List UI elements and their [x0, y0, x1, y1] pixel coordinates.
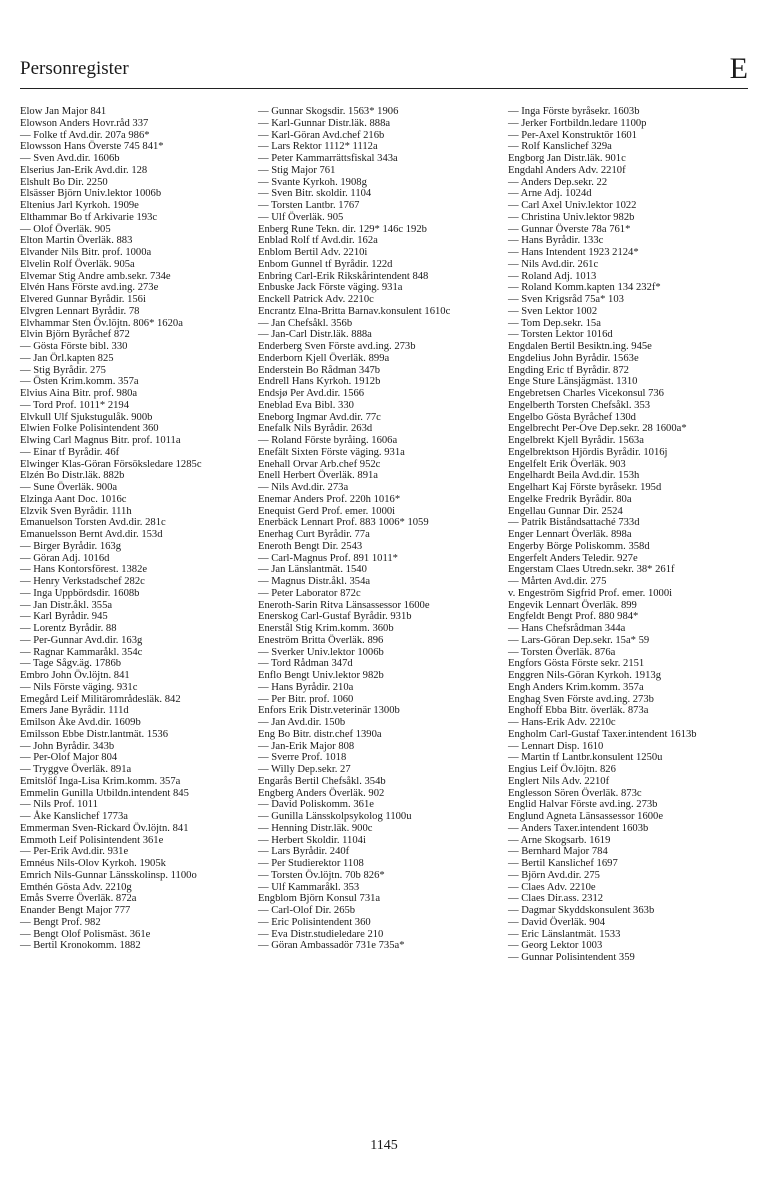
register-entry: — Per-Olof Major 804: [20, 752, 118, 764]
register-entry: Eneblad Eva Bibl. 330: [258, 399, 354, 411]
register-entry: — Eric Polisintendent 360: [258, 916, 371, 928]
register-entry: — Tord Rådman 347d: [258, 658, 353, 670]
register-entry: v. Engeström Sigfrid Prof. emer. 1000i: [508, 587, 673, 599]
register-entry: Encrantz Elna-Britta Barnav.konsulent 1610c: [258, 305, 451, 317]
register-entry: Engelbrekt Kjell Byrådir. 1563a: [508, 435, 644, 446]
register-entry: — Sven Avd.dir. 1606b: [20, 153, 120, 164]
register-entry: — Eva Distr.studieledare 210: [258, 928, 384, 940]
register-entry: — Åke Kanslichef 1773a: [20, 811, 128, 822]
register-entry: Elshult Bo Dir. 2250: [20, 176, 108, 188]
register-entry: Englid Halvar Förste avd.ing. 273b: [508, 799, 658, 811]
register-entry: — Roland Förste byråing. 1606a: [258, 435, 398, 446]
register-entry: — Svante Kyrkoh. 1908g: [258, 176, 367, 188]
register-entry: — Gunnar Polisintendent 359: [508, 952, 635, 963]
register-entry: Engellau Gunnar Dir. 2524: [508, 505, 623, 517]
register-entry: Emnéus Nils-Olov Kyrkoh. 1905k: [20, 858, 166, 869]
register-entry: — Gunilla Länsskolpsykolog 1100u: [258, 811, 412, 822]
register-entry: — Nils Förste väging. 931c: [20, 681, 138, 693]
register-entry: — Tom Dep.sekr. 15a: [508, 317, 601, 329]
register-column-3: [508, 106, 753, 964]
register-entry: Enerhag Curt Byrådir. 77a: [258, 529, 370, 540]
register-entry: — Peter Laborator 872c: [258, 587, 361, 599]
register-entry: Elzinga Aant Doc. 1016c: [20, 493, 127, 505]
register-entry: Engh Anders Krim.komm. 357a: [508, 681, 644, 693]
register-entry: — Lars Byrådir. 240f: [258, 846, 350, 858]
register-entry: — Gunnar Skogsdir. 1563* 1906: [258, 106, 399, 117]
register-entry: Eltenius Jarl Kyrkoh. 1909e: [20, 200, 139, 211]
register-entry: — Sune Överläk. 900a: [20, 482, 118, 493]
register-entry: Engebretsen Charles Vicekonsul 736: [508, 388, 664, 399]
register-entry: Eneström Britta Överläk. 896: [258, 634, 384, 646]
register-entry: Englert Nils Adv. 2210f: [508, 775, 610, 787]
page-header: [20, 52, 748, 88]
register-entry: — Nils Prof. 1011: [20, 799, 98, 811]
register-entry: Engelberth Torsten Chefsåkl. 353: [508, 399, 651, 411]
register-entry: Elserius Jan-Erik Avd.dir. 128: [20, 164, 148, 176]
register-entry: Elvemar Stig Andre amb.sekr. 734e: [20, 270, 171, 282]
register-entry: — Tage Sågv.äg. 1786b: [20, 658, 122, 670]
register-entry: — Torsten Överläk. 876a: [508, 646, 616, 658]
register-entry: Elowsson Hans Överste 745 841*: [20, 141, 164, 153]
register-entry: Engerstam Claes Utredn.sekr. 38* 261f: [508, 564, 675, 576]
register-entry: — Per-Gunnar Avd.dir. 163g: [20, 634, 143, 646]
register-entry: — Ulf Överläk. 905: [258, 211, 344, 223]
register-entry: — Jan-Carl Distr.läk. 888a: [258, 329, 372, 341]
register-entry: Enge Sture Länsjägmäst. 1310: [508, 376, 638, 388]
register-entry: — Torsten Lantbr. 1767: [258, 200, 360, 211]
register-entry: — Torsten Öv.löjtn. 70b 826*: [258, 869, 385, 881]
register-entry: — Bertil Kanslichef 1697: [508, 858, 618, 869]
register-entry: Elvin Björn Byråchef 872: [20, 329, 130, 341]
register-entry: Elzvik Sven Byrådir. 111h: [20, 505, 132, 517]
register-entry: Enderborn Kjell Överläk. 899a: [258, 352, 390, 364]
register-entry: — Georg Lektor 1003: [508, 940, 603, 952]
register-entry: Emmelin Gunilla Utbildn.intendent 845: [20, 787, 189, 799]
register-entry: — Claes Adv. 2210e: [508, 881, 596, 893]
register-entry: Engelke Fredrik Byrådir. 80a: [508, 493, 632, 505]
register-entry: — Magnus Distr.åkl. 354a: [258, 576, 371, 587]
register-entry: Emmerman Sven-Rickard Öv.löjtn. 841: [20, 822, 189, 834]
register-entry: — Per-Axel Konstruktör 1601: [508, 129, 637, 141]
register-entry: Enefält Sixten Förste väging. 931a: [258, 446, 405, 458]
register-entry: — Inga Uppbördsdir. 1608b: [20, 587, 140, 599]
register-entry: — Björn Avd.dir. 275: [508, 869, 600, 881]
register-entry: — Peter Kammarrättsfiskal 343a: [258, 153, 398, 164]
register-entry: Enehall Orvar Arb.chef 952c: [258, 458, 381, 470]
register-entry: Enblom Bertil Adv. 2210i: [258, 247, 368, 258]
register-entry: — Jan Avd.dir. 150b: [258, 717, 346, 728]
register-entry: — Jan Örl.kapten 825: [20, 352, 114, 364]
register-entry: Elvgren Lennart Byrådir. 78: [20, 305, 140, 317]
register-entry: — Birger Byrådir. 163g: [20, 540, 122, 552]
register-entry: Embro John Öv.löjtn. 841: [20, 670, 130, 681]
register-entry: — Willy Dep.sekr. 27: [258, 764, 351, 775]
register-entry: Elvhammar Sten Öv.löjtn. 806* 1620a: [20, 317, 183, 329]
register-column-2: [258, 106, 503, 952]
register-entry: — Einar tf Byrådir. 46f: [20, 446, 120, 458]
register-entry: — Dagmar Skyddskonsulent 363b: [508, 905, 655, 916]
register-entry: — Karl-Gunnar Distr.läk. 888a: [258, 117, 391, 129]
register-entry: Elvander Nils Bitr. prof. 1000a: [20, 247, 152, 258]
register-entry: — Arne Adj. 1024d: [508, 188, 592, 200]
register-entry: — Bengt Olof Polismäst. 361e: [20, 928, 151, 940]
register-entry: — Östen Krim.komm. 357a: [20, 376, 139, 388]
register-entry: — Jerker Fortbildn.ledare 1100p: [508, 117, 647, 129]
register-entry: Enerskog Carl-Gustaf Byrådir. 931b: [258, 611, 412, 623]
register-entry: Engfors Gösta Förste sekr. 2151: [508, 658, 645, 670]
register-entry: Elow Jan Major 841: [20, 106, 107, 117]
register-entry: — Rolf Kanslichef 329a: [508, 141, 612, 153]
register-entry: Elvkull Ulf Sjukstugulåk. 900b: [20, 411, 153, 423]
register-entry: Engevik Lennart Överläk. 899: [508, 599, 637, 611]
register-entry: — Karl Byrådir. 945: [20, 611, 108, 623]
register-entry: — Anders Taxer.intendent 1603b: [508, 822, 649, 834]
register-entry: — Herbert Skoldir. 1104i: [258, 834, 366, 846]
register-entry: Elwien Folke Polisintendent 360: [20, 423, 159, 435]
register-entry: Elzén Bo Distr.läk. 882b: [20, 470, 125, 482]
register-entry: Engblom Björn Konsul 731a: [258, 893, 381, 905]
register-entry: — Sven Krigsråd 75a* 103: [508, 294, 624, 305]
register-entry: — Per Studierektor 1108: [258, 858, 364, 869]
register-entry: Enghoff Ebba Bitr. överläk. 873a: [508, 705, 649, 717]
register-entry: — Göran Adj. 1016d: [20, 552, 110, 564]
register-entry: Enefalk Nils Byrådir. 263d: [258, 423, 373, 435]
register-entry: Emitslöf Inga-Lisa Krim.komm. 357a: [20, 775, 181, 787]
register-entry: Engerby Börge Poliskomm. 358d: [508, 540, 650, 552]
register-entry: Eneborg Ingmar Avd.dir. 77c: [258, 411, 381, 423]
register-entry: — Mårten Avd.dir. 275: [508, 576, 607, 587]
register-title: Personregister: [20, 58, 129, 79]
register-entry: Enfors Erik Distr.veterinär 1300b: [258, 705, 400, 717]
register-entry: Emmoth Leif Polisintendent 361e: [20, 834, 164, 846]
register-entry: Enblad Rolf tf Avd.dir. 162a: [258, 235, 378, 247]
register-entry: Emrich Nils-Gunnar Länsskolinsp. 1100o: [20, 869, 197, 881]
register-entry: — Sven Lektor 1002: [508, 305, 598, 317]
section-letter: E: [729, 52, 748, 85]
register-entry: — Torsten Lektor 1016d: [508, 329, 613, 341]
register-entry: Enderstein Bo Rådman 347b: [258, 364, 381, 376]
register-entry: Enghag Sven Förste avd.ing. 273b: [508, 693, 654, 705]
register-entry: Elvered Gunnar Byrådir. 156i: [20, 294, 146, 305]
register-entry: — Göran Ambassadör 731e 735a*: [258, 940, 405, 952]
register-entry: — Per-Erik Avd.dir. 931e: [20, 846, 129, 858]
register-entry: Endsjø Per Avd.dir. 1566: [258, 388, 365, 399]
register-entry: — Ragnar Kammaråkl. 354c: [20, 646, 143, 658]
register-entry: — Patrik Biståndsattaché 733d: [508, 517, 640, 529]
register-entry: Engarås Bertil Chefsåkl. 354b: [258, 775, 386, 787]
register-entry: — Christina Univ.lektor 982b: [508, 211, 635, 223]
register-entry: — Lars Rektor 1112* 1112a: [258, 141, 378, 153]
register-entry: Enberg Rune Tekn. dir. 129* 146c 192b: [258, 223, 427, 235]
register-entry: Emanuelsson Bernt Avd.dir. 153d: [20, 529, 163, 540]
register-entry: Engelbo Gösta Byråchef 130d: [508, 411, 636, 423]
register-entry: Enbom Gunnel tf Byrådir. 122d: [258, 258, 393, 270]
register-entry: Enerstål Stig Krim.komm. 360b: [258, 623, 394, 634]
page-number: 1145: [370, 1138, 398, 1153]
register-entry: — Hans-Erik Adv. 2210c: [508, 717, 616, 728]
register-entry: — Jan-Erik Major 808: [258, 740, 355, 752]
register-entry: — Karl-Göran Avd.chef 216b: [258, 129, 385, 141]
register-entry: — Hans Kontorsförest. 1382e: [20, 564, 148, 576]
register-entry: Endrell Hans Kyrkoh. 1912b: [258, 376, 381, 388]
register-entry: Enander Bengt Major 777: [20, 905, 131, 916]
register-entry: Emilsson Ebbe Distr.lantmät. 1536: [20, 728, 169, 740]
register-entry: Eneroth-Sarin Ritva Länsassessor 1600e: [258, 599, 430, 611]
register-entry: Engdalen Bertil Besiktn.ing. 945e: [508, 341, 652, 352]
register-entry: Elvelin Rolf Överläk. 905a: [20, 258, 135, 270]
register-entry: — Tryggve Överläk. 891a: [20, 764, 132, 775]
register-column-1: [20, 106, 265, 952]
register-entry: — Bernhard Major 784: [508, 846, 608, 858]
register-entry: Engding Eric tf Byrådir. 872: [508, 364, 629, 376]
register-entry: Engdelius John Byrådir. 1563e: [508, 352, 639, 364]
register-entry: Elwinger Klas-Göran Försöksledare 1285c: [20, 458, 202, 470]
register-entry: — Nils Avd.dir. 273a: [258, 482, 349, 493]
register-entry: — Gunnar Överste 78a 761*: [508, 223, 631, 235]
register-entry: Enflo Bengt Univ.lektor 982b: [258, 670, 384, 681]
register-entry: Engelhardt Beila Avd.dir. 153h: [508, 470, 640, 482]
register-entry: Engdahl Anders Adv. 2210f: [508, 164, 626, 176]
register-entry: — Anders Dep.sekr. 22: [508, 176, 608, 188]
register-entry: Engelbrektson Hjördis Byrådir. 1016j: [508, 446, 668, 458]
register-entry: Emegård Leif Militärområdesläk. 842: [20, 693, 181, 705]
register-entry: Enbring Carl-Erik Rikskårintendent 848: [258, 270, 429, 282]
register-entry: — David Överläk. 904: [508, 916, 606, 928]
register-entry: Engelbrecht Per-Ove Dep.sekr. 28 1600a*: [508, 423, 687, 435]
register-entry: — Hans Byrådir. 210a: [258, 681, 354, 693]
register-entry: — Jan Chefsåkl. 356b: [258, 317, 353, 329]
register-entry: Eng Bo Bitr. distr.chef 1390a: [258, 728, 382, 740]
register-entry: — Inga Förste byråsekr. 1603b: [508, 106, 640, 117]
register-entry: Enerbäck Lennart Prof. 883 1006* 1059: [258, 517, 429, 529]
register-entry: Emanuelson Torsten Avd.dir. 281c: [20, 517, 166, 529]
register-entry: — Lars-Göran Dep.sekr. 15a* 59: [508, 634, 650, 646]
register-entry: — Martin tf Lantbr.konsulent 1250u: [508, 752, 663, 764]
register-entry: — David Poliskomm. 361e: [258, 799, 374, 811]
register-entry: — Hans Intendent 1923 2124*: [508, 247, 639, 258]
register-entry: Engborg Jan Distr.läk. 901c: [508, 153, 626, 164]
register-entry: — Roland Adj. 1013: [508, 270, 597, 282]
register-entry: Elthammar Bo tf Arkivarie 193c: [20, 211, 158, 223]
register-entry: Englund Agneta Länsassessor 1600e: [508, 811, 664, 822]
register-entry: Elsässer Björn Univ.lektor 1006b: [20, 188, 162, 200]
register-entry: Enckell Patrick Adv. 2210c: [258, 294, 374, 305]
register-entry: Enderberg Sven Förste avd.ing. 273b: [258, 341, 416, 352]
header-rule: [20, 88, 748, 89]
register-entry: — Henning Distr.läk. 900c: [258, 822, 373, 834]
register-entry: — Per Bitr. prof. 1060: [258, 693, 354, 705]
register-entry: Emthén Gösta Adv. 2210g: [20, 881, 132, 893]
register-entry: Enbuske Jack Förste väging. 931a: [258, 282, 403, 294]
register-entry: — Claes Dir.ass. 2312: [508, 893, 604, 905]
register-entry: — Eric Länslantmät. 1533: [508, 928, 621, 940]
register-entry: Engelfelt Erik Överläk. 903: [508, 458, 626, 470]
register-entry: — Stig Byrådir. 275: [20, 364, 106, 376]
register-entry: Englesson Sören Överläk. 873c: [508, 787, 642, 799]
register-entry: — Henry Verkstadschef 282c: [20, 576, 145, 587]
register-entry: Engfeldt Bengt Prof. 880 984*: [508, 611, 639, 623]
register-entry: Emås Sverre Överläk. 872a: [20, 893, 137, 905]
register-entry: — Sven Bitr. skoldir. 1104: [258, 188, 372, 200]
register-entry: Enell Herbert Överläk. 891a: [258, 470, 379, 482]
register-entry: — Lennart Disp. 1610: [508, 740, 604, 752]
register-entry: — Stig Major 761: [258, 164, 336, 176]
register-entry: — Carl-Magnus Prof. 891 1011*: [258, 552, 398, 564]
register-entry: Elwing Carl Magnus Bitr. prof. 1011a: [20, 435, 181, 446]
register-entry: Elton Martin Överläk. 883: [20, 235, 133, 247]
register-entry: — Sverker Univ.lektor 1006b: [258, 646, 384, 658]
register-entry: — Jan Distr.åkl. 355a: [20, 599, 113, 611]
register-entry: Emers Jane Byrådir. 111d: [20, 705, 129, 717]
register-entry: — Folke tf Avd.dir. 207a 986*: [20, 129, 150, 141]
register-entry: — Hans Chefsrådman 344a: [508, 623, 626, 634]
register-entry: Engius Leif Öv.löjtn. 826: [508, 764, 616, 775]
register-entry: — Jan Länslantmät. 1540: [258, 564, 367, 576]
register-entry: Eneroth Bengt Dir. 2543: [258, 540, 363, 552]
register-entry: — Roland Komm.kapten 134 232f*: [508, 282, 661, 294]
register-entry: Enggren Nils-Göran Kyrkoh. 1913g: [508, 670, 661, 681]
register-entry: Engholm Carl-Gustaf Taxer.intendent 1613b: [508, 728, 697, 740]
register-entry: — Bengt Prof. 982: [20, 916, 101, 928]
register-entry: Engelhart Kaj Förste byråsekr. 195d: [508, 482, 662, 493]
register-entry: Engerfelt Anders Teledir. 927e: [508, 552, 638, 564]
register-entry: Elvén Hans Förste avd.ing. 273e: [20, 282, 159, 294]
register-entry: — Sverre Prof. 1018: [258, 752, 347, 764]
register-entry: — Hans Byrådir. 133c: [508, 235, 604, 247]
register-entry: — Olof Överläk. 905: [20, 223, 111, 235]
register-entry: Elvius Aina Bitr. prof. 980a: [20, 388, 138, 399]
register-entry: — Gösta Förste bibl. 330: [20, 341, 128, 352]
register-entry: — Arne Skogsarb. 1619: [508, 834, 611, 846]
register-entry: Elowson Anders Hovr.råd 337: [20, 117, 149, 129]
register-entry: — Tord Prof. 1011* 2194: [20, 399, 130, 411]
register-entry: Enequist Gerd Prof. emer. 1000i: [258, 505, 396, 517]
register-entry: — Nils Avd.dir. 261c: [508, 258, 599, 270]
register-entry: Enemar Anders Prof. 220h 1016*: [258, 493, 401, 505]
register-entry: — John Byrådir. 343b: [20, 740, 115, 752]
register-entry: — Lorentz Byrådir. 88: [20, 623, 117, 634]
register-entry: Emilson Åke Avd.dir. 1609b: [20, 717, 141, 728]
register-entry: Enger Lennart Överläk. 898a: [508, 529, 632, 540]
register-entry: — Ulf Kammaråkl. 353: [258, 881, 360, 893]
register-entry: — Bertil Kronokomm. 1882: [20, 940, 141, 952]
register-entry: — Carl-Olof Dir. 265b: [258, 905, 356, 916]
register-entry: Engberg Anders Överläk. 902: [258, 787, 385, 799]
register-entry: — Carl Axel Univ.lektor 1022: [508, 200, 637, 211]
